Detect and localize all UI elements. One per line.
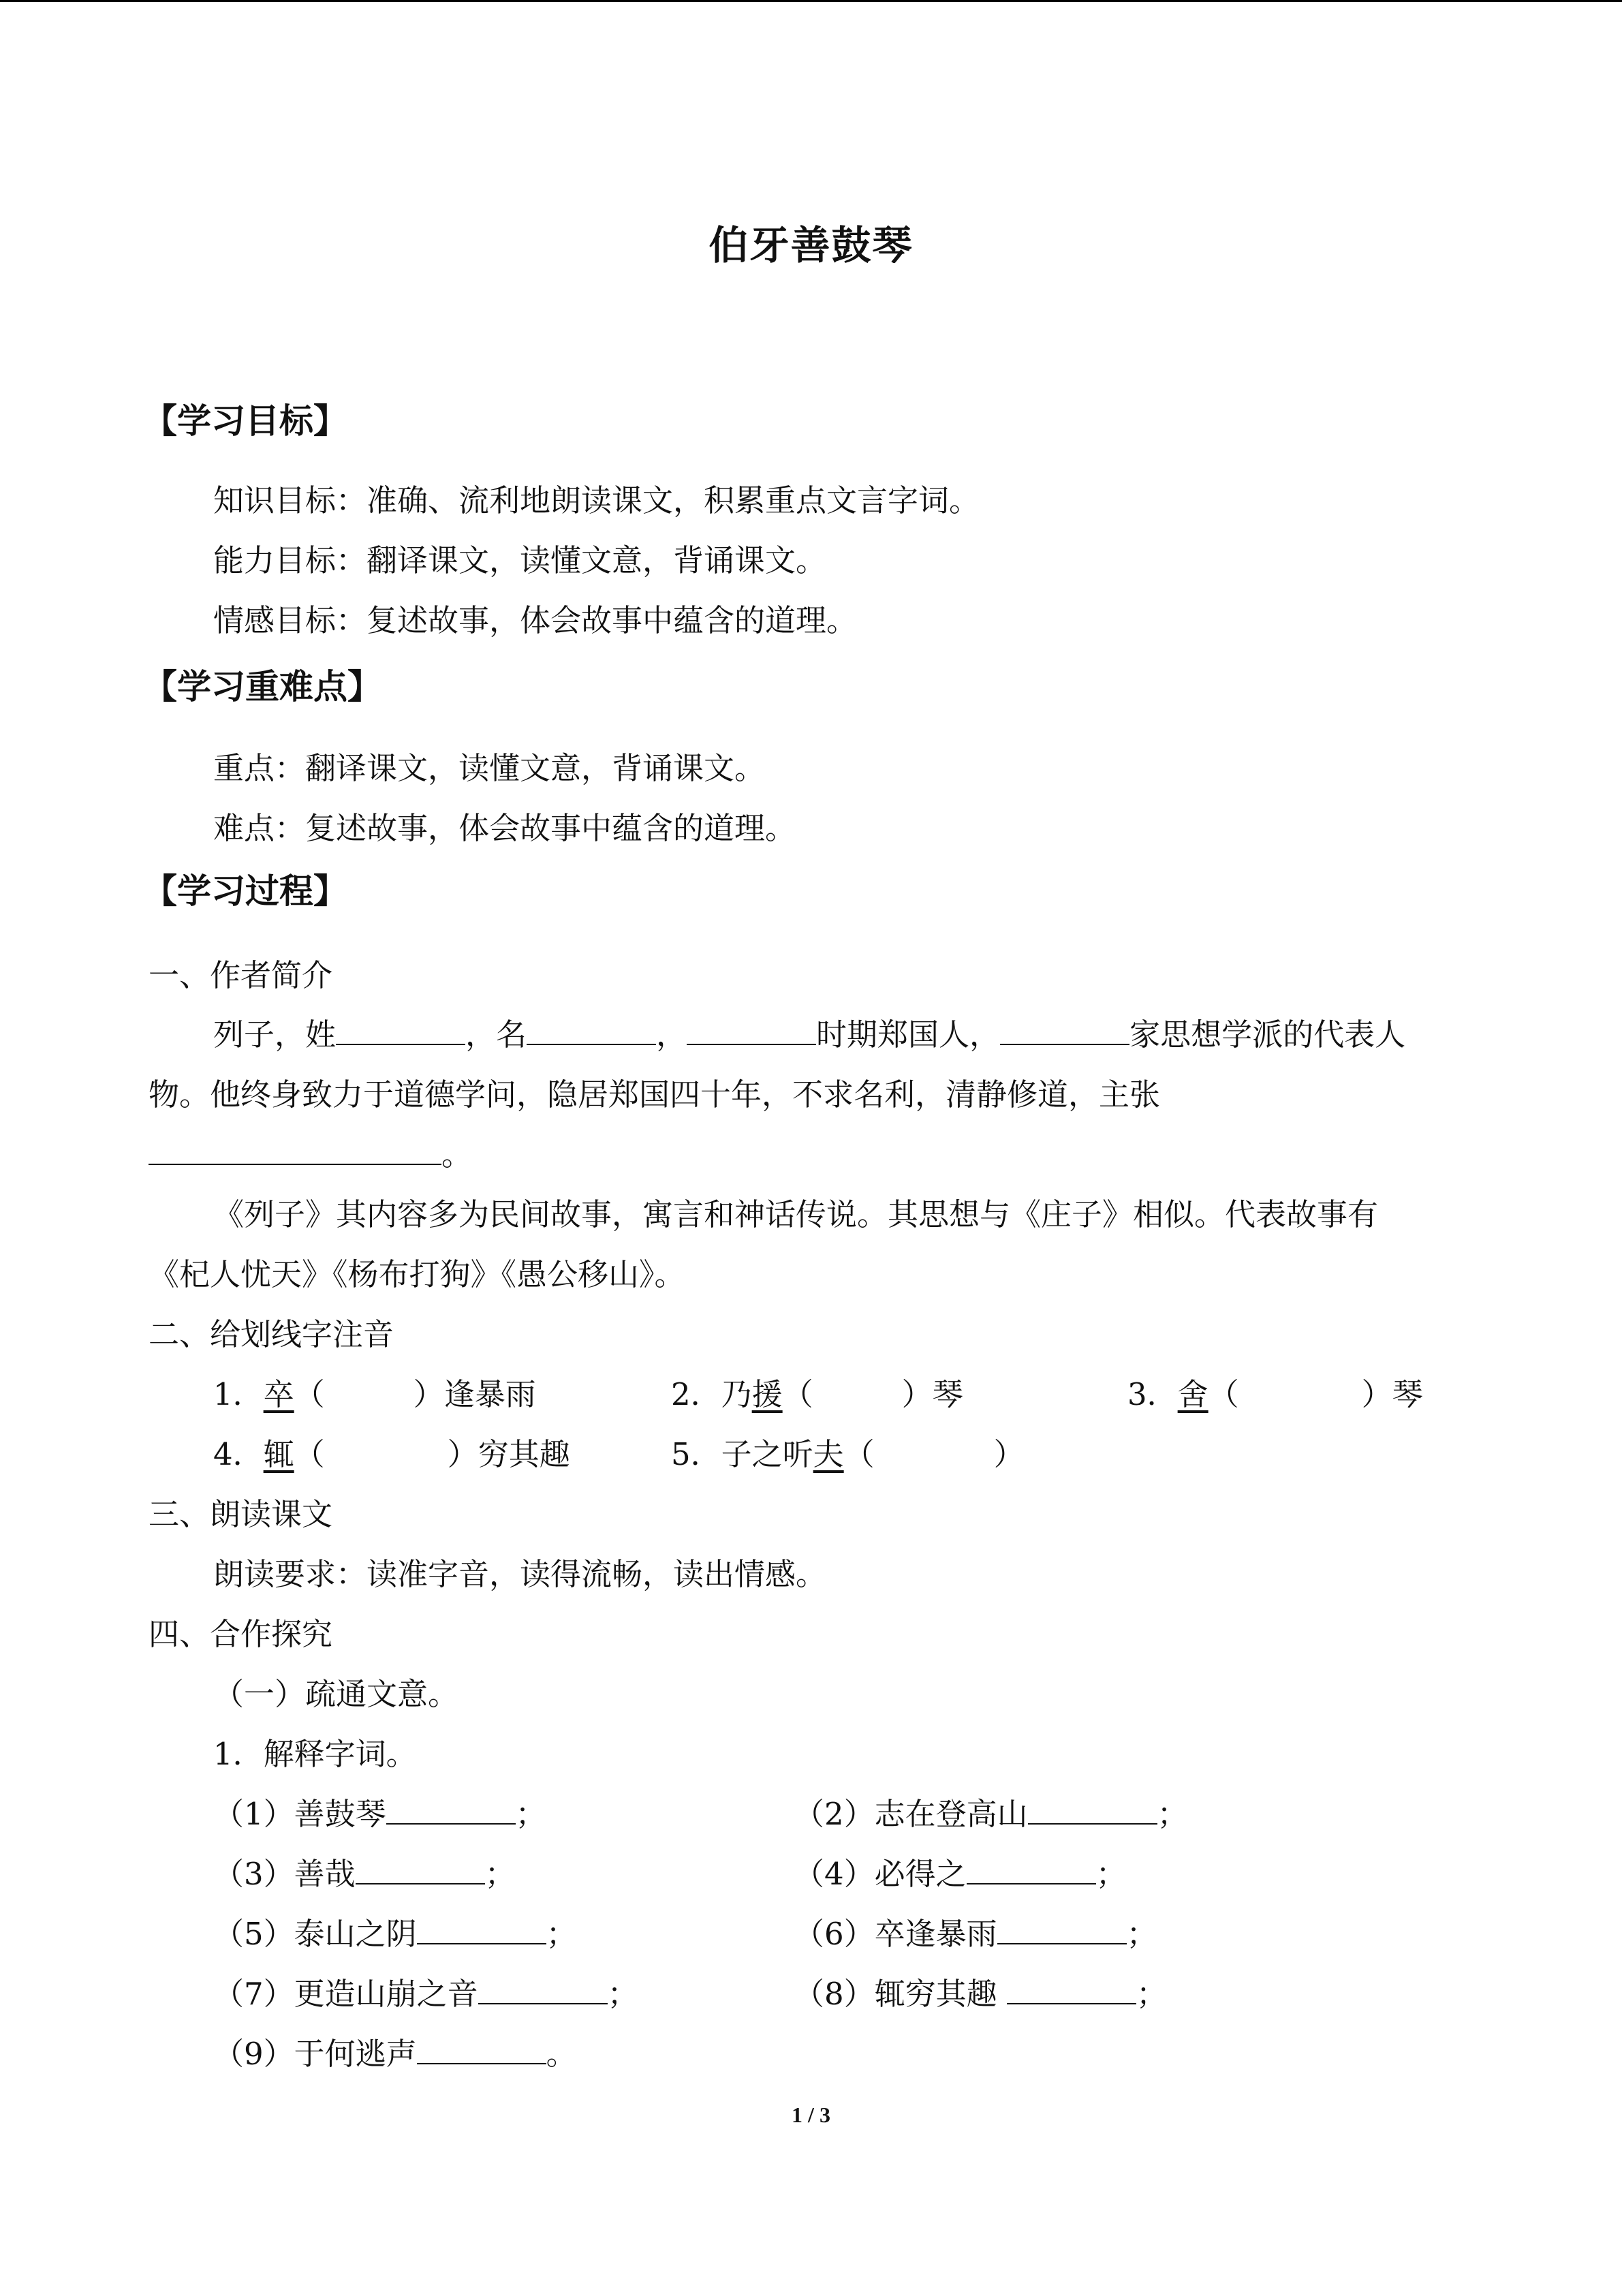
word-item-3: （3）善哉 ； bbox=[213, 1849, 516, 1893]
word-item-7: （7）更造山崩之音 ； bbox=[213, 1969, 638, 2013]
word-item-9: （9）于何逃声 。 bbox=[213, 2029, 577, 2073]
word-item-5: （5）泰山之阴 ； bbox=[213, 1909, 577, 1953]
word-item-4: （4）必得之 ； bbox=[794, 1849, 1127, 1893]
word-item-8: （8）辄穷其趣 ； bbox=[794, 1969, 1167, 2013]
goal-emotion: 情感目标：复述故事，体会故事中蕴含的道理。 bbox=[213, 602, 858, 638]
key-points-heading: 【学习重难点】 bbox=[143, 667, 381, 707]
inquiry-sub1: （一）疏通文意。 bbox=[213, 1676, 459, 1712]
inquiry-sub1-item: 1．解释字词。 bbox=[213, 1736, 417, 1772]
reading-requirement: 朗读要求：读准字音，读得流畅，读出情感。 bbox=[213, 1556, 827, 1592]
word-blank-3[interactable] bbox=[356, 1853, 485, 1884]
word-item-6: （6）卒逢暴雨 ； bbox=[794, 1909, 1157, 1953]
underlined-char: 辄 bbox=[263, 1436, 294, 1472]
pinyin-q3: 3．舍（ ）琴 bbox=[1127, 1376, 1423, 1412]
blank-given-name[interactable] bbox=[527, 1014, 656, 1045]
author-para2-line1: 《列子》其内容多为民间故事，寓言和神话传说。其思想与《庄子》相似。代表故事有 bbox=[213, 1196, 1379, 1232]
pinyin-q1: 1．卒（ ）逢暴雨 bbox=[213, 1376, 536, 1412]
blank-era[interactable] bbox=[687, 1014, 816, 1045]
word-blank-6[interactable] bbox=[997, 1913, 1127, 1944]
inquiry-heading: 四、合作探究 bbox=[149, 1616, 333, 1652]
word-blank-9[interactable] bbox=[417, 2033, 546, 2064]
goals-heading: 【学习目标】 bbox=[143, 401, 347, 441]
page-title: 伯牙善鼓琴 bbox=[708, 222, 914, 268]
blank-doctrine[interactable] bbox=[149, 1134, 441, 1165]
word-blank-1[interactable] bbox=[386, 1793, 516, 1825]
process-heading: 【学习过程】 bbox=[143, 871, 347, 911]
author-heading: 一、作者简介 bbox=[149, 957, 333, 993]
word-blank-4[interactable] bbox=[967, 1853, 1096, 1884]
underlined-char: 舍 bbox=[1177, 1376, 1208, 1412]
pinyin-q5: 5．子之听夫（ ） bbox=[671, 1436, 1025, 1472]
reading-heading: 三、朗读课文 bbox=[149, 1496, 333, 1532]
word-item-1: （1）善鼓琴 ； bbox=[213, 1789, 546, 1833]
word-blank-8[interactable] bbox=[1007, 1973, 1136, 2004]
underlined-char: 夫 bbox=[813, 1436, 844, 1472]
key-point: 重点：翻译课文，读懂文意，背诵课文。 bbox=[213, 750, 766, 786]
goal-knowledge: 知识目标：准确、流利地朗读课文，积累重点文言字词。 bbox=[213, 482, 980, 518]
word-item-2: （2）志在登高山 ； bbox=[794, 1789, 1188, 1833]
pinyin-heading: 二、给划线字注音 bbox=[149, 1316, 394, 1352]
author-para1-line3: 。 bbox=[149, 1130, 472, 1174]
underlined-char: 卒 bbox=[263, 1376, 294, 1412]
word-blank-2[interactable] bbox=[1028, 1793, 1157, 1825]
author-para2-line2: 《杞人忧天》《杨布打狗》《愚公移山》。 bbox=[149, 1256, 685, 1292]
pinyin-q2: 2．乃援（ ）琴 bbox=[671, 1376, 963, 1412]
difficult-point: 难点：复述故事，体会故事中蕴含的道理。 bbox=[213, 810, 796, 846]
author-para1-line2: 物。他终身致力于道德学问，隐居郑国四十年，不求名利，清静修道，主张 bbox=[149, 1076, 1161, 1113]
blank-school[interactable] bbox=[1000, 1014, 1129, 1045]
author-para1-line1: 列子，姓 ，名 ， 时期郑国人， 家思想学派的代表人 bbox=[213, 1010, 1405, 1054]
word-blank-5[interactable] bbox=[417, 1913, 546, 1944]
blank-surname[interactable] bbox=[336, 1014, 465, 1045]
worksheet-page bbox=[0, 2, 1622, 2296]
pinyin-q4: 4．辄（ ）穷其趣 bbox=[213, 1436, 570, 1472]
page-number: 1 / 3 bbox=[792, 2103, 830, 2127]
underlined-char: 援 bbox=[751, 1376, 783, 1412]
goal-ability: 能力目标：翻译课文，读懂文意，背诵课文。 bbox=[213, 542, 827, 578]
word-blank-7[interactable] bbox=[478, 1973, 608, 2004]
